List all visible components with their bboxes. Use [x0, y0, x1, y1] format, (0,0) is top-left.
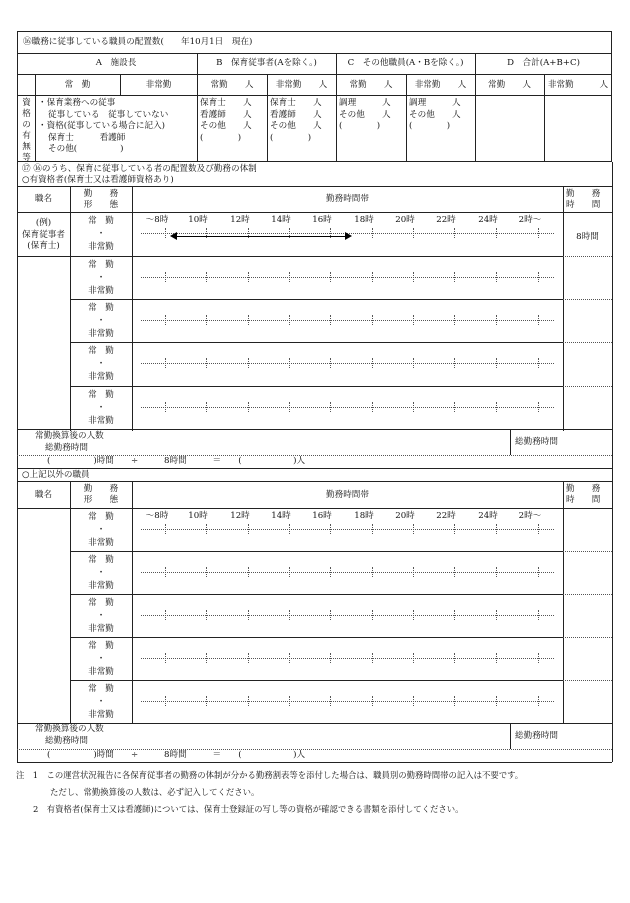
timeline-tick — [538, 567, 539, 577]
timeline-tick — [538, 402, 539, 412]
timeline-tick — [330, 653, 331, 663]
hour-label: 20時 — [395, 511, 415, 521]
hour-label: 24時 — [478, 511, 498, 521]
timeline-tick — [330, 272, 331, 282]
timeline-tick — [165, 610, 166, 620]
timeline-baseline — [141, 615, 554, 616]
job-title-header-2: 職名 — [34, 490, 53, 500]
timeline-baseline — [141, 572, 554, 573]
timeline-tick — [289, 610, 290, 620]
director-qualification: ・保育業務への従事 従事している 従事していない ・資格(従事している場合に記入) 保育士 看護師 その他( ) — [38, 98, 169, 154]
timeline-tick — [165, 228, 166, 238]
total-hours-cell-2: 総勤務時間 — [515, 731, 558, 741]
timeline-tick — [413, 524, 414, 534]
timeline-tick — [206, 696, 207, 706]
timeline-baseline — [141, 363, 554, 364]
note-2: 2 有資格者(保育士又は看護師)については、保育士登録証の写し等の資格が確認できる書類を添付してください。 — [33, 804, 464, 814]
timeline-tick — [413, 228, 414, 238]
hour-label: ～8時 — [145, 511, 169, 521]
hour-label: 10時 — [188, 215, 208, 225]
timeline-tick — [454, 272, 455, 282]
timeline-tick — [372, 610, 373, 620]
timeline-tick — [248, 524, 249, 534]
hour-label: 22時 — [436, 215, 456, 225]
timeline-tick — [496, 272, 497, 282]
timeline-tick — [330, 402, 331, 412]
qualification-side-label: 資 格 の 有 無 等 — [22, 98, 31, 163]
timeline-tick — [165, 272, 166, 282]
timeline-tick — [330, 315, 331, 325]
total-hours-label-1: 総勤務時間 — [45, 443, 88, 453]
timeline-tick — [496, 653, 497, 663]
work-type-label: 常 勤 ・ 非常勤 — [88, 390, 114, 426]
timeline-tick — [454, 402, 455, 412]
timeline-tick — [289, 653, 290, 663]
total-hours-cell-1: 総勤務時間 — [515, 437, 558, 447]
timeline-tick — [206, 358, 207, 368]
timeline-baseline — [141, 658, 554, 659]
example-work-hours: 8時間 — [576, 232, 599, 242]
timeline-tick — [165, 653, 166, 663]
timeline-tick — [206, 610, 207, 620]
timeline-tick — [289, 358, 290, 368]
timeline-tick — [538, 524, 539, 534]
timeline-tick — [454, 653, 455, 663]
timeline-tick — [496, 567, 497, 577]
hour-label: 22時 — [436, 511, 456, 521]
timeline-tick — [165, 524, 166, 534]
timeline-tick — [206, 653, 207, 663]
col-d-header: D 合計(A+B+C) — [507, 58, 580, 68]
b-hijoukin-breakdown: 保育士 人 看護師 人 その他 人 ( ) — [270, 98, 322, 143]
c-hijoukin: 非常勤 人 — [414, 80, 467, 90]
hour-label: 18時 — [354, 511, 374, 521]
hour-label: 14時 — [271, 511, 291, 521]
timeline-tick — [538, 272, 539, 282]
timeline-tick — [330, 524, 331, 534]
timeline-tick — [289, 402, 290, 412]
timeline-tick — [206, 315, 207, 325]
timeline-tick — [289, 696, 290, 706]
b-joukin: 常勤 人 — [210, 80, 254, 90]
time-band-header: 勤務時間帯 — [326, 194, 369, 204]
timeline-tick — [165, 696, 166, 706]
timeline-tick — [248, 272, 249, 282]
work-type-label: 常 勤 ・ 非常勤 — [88, 303, 114, 339]
timeline-tick — [538, 610, 539, 620]
timeline-tick — [289, 524, 290, 534]
timeline-tick — [330, 358, 331, 368]
hour-label: 12時 — [230, 511, 250, 521]
timeline-tick — [454, 524, 455, 534]
example-job-title: (例) 保育従事者 (保育士) — [22, 218, 65, 251]
work-type-label: 常 勤 ・ 非常勤 — [88, 512, 114, 548]
timeline-baseline — [141, 701, 554, 702]
example-shift-arrow — [176, 236, 346, 237]
hour-label: 2時～ — [518, 215, 542, 225]
note-1: 注 1 この運営状況報告に各保育従事者の勤務の体制が分かる勤務割表等を添付した場合は、職員別の勤務時間帯の記入は不要です。 — [16, 770, 524, 780]
hour-label: ～8時 — [145, 215, 169, 225]
fte-formula-1: ( )時間 ÷ 8時間 ＝ ( )人 — [47, 456, 306, 466]
timeline-tick — [496, 315, 497, 325]
timeline-tick — [206, 567, 207, 577]
timeline-tick — [372, 228, 373, 238]
timeline-tick — [538, 653, 539, 663]
timeline-tick — [496, 402, 497, 412]
hour-label: 16時 — [312, 511, 332, 521]
timeline-tick — [330, 696, 331, 706]
a-hijoukin: 非常勤 — [145, 80, 172, 90]
timeline-tick — [206, 272, 207, 282]
timeline-tick — [496, 358, 497, 368]
timeline-baseline — [141, 277, 554, 278]
hour-label: 14時 — [271, 215, 291, 225]
timeline-tick — [289, 272, 290, 282]
work-type-label: 常 勤 ・ 非常勤 — [88, 555, 114, 591]
note-1b: ただし、常勤換算後の人数は、必ず記入してください。 — [50, 787, 260, 797]
timeline-tick — [454, 567, 455, 577]
work-type-label: 常 勤 ・ 非常勤 — [88, 598, 114, 634]
timeline-tick — [413, 315, 414, 325]
timeline-tick — [413, 610, 414, 620]
a-joukin: 常 勤 — [64, 80, 91, 90]
timeline-tick — [372, 358, 373, 368]
work-type-label: 常 勤 ・ 非常勤 — [88, 346, 114, 382]
hour-label: 18時 — [354, 215, 374, 225]
timeline-baseline — [141, 529, 554, 530]
timeline-tick — [496, 524, 497, 534]
timeline-tick — [372, 272, 373, 282]
time-band-header-2: 勤務時間帯 — [326, 490, 369, 500]
timeline-tick — [413, 567, 414, 577]
timeline-tick — [330, 610, 331, 620]
arrow-left-head-icon — [170, 232, 177, 240]
timeline-tick — [538, 696, 539, 706]
total-hours-label-2: 総勤務時間 — [45, 736, 88, 746]
timeline-tick — [372, 653, 373, 663]
timeline-tick — [289, 567, 290, 577]
timeline-tick — [165, 315, 166, 325]
timeline-tick — [454, 228, 455, 238]
work-hours-header-2: 勤 務 時 間 — [566, 484, 601, 505]
work-type-header: 勤 務 形 態 — [83, 189, 119, 210]
c-joukin-breakdown: 調理 人 その他 人 ( ) — [339, 98, 391, 131]
hour-label: 16時 — [312, 215, 332, 225]
timeline-tick — [413, 653, 414, 663]
timeline-tick — [165, 358, 166, 368]
hour-label: 24時 — [478, 215, 498, 225]
work-type-label: 常 勤 ・ 非常勤 — [88, 641, 114, 677]
work-type-label: 常 勤 ・ 非常勤 — [88, 260, 114, 296]
timeline-tick — [496, 228, 497, 238]
fte-label-1: 常勤換算後の人数 — [35, 431, 104, 441]
qualified-subheading: ○有資格者(保育士又は看護師資格あり) — [22, 175, 174, 185]
timeline-tick — [248, 358, 249, 368]
hour-label: 10時 — [188, 511, 208, 521]
timeline-tick — [413, 272, 414, 282]
timeline-tick — [454, 610, 455, 620]
section17-title: ⑰ ⑯のうち、保育に従事している者の配置数及び勤務の体制 — [22, 164, 257, 174]
timeline-tick — [538, 228, 539, 238]
timeline-baseline — [141, 407, 554, 408]
hour-label: 2時～ — [518, 511, 542, 521]
timeline-tick — [165, 402, 166, 412]
col-c-header: C その他職員(A・Bを除く。) — [347, 58, 464, 68]
timeline-tick — [372, 402, 373, 412]
timeline-tick — [372, 567, 373, 577]
timeline-baseline — [141, 320, 554, 321]
timeline-tick — [413, 402, 414, 412]
fte-formula-2: ( )時間 ÷ 8時間 ＝ ( )人 — [47, 750, 306, 760]
timeline-tick — [372, 524, 373, 534]
timeline-tick — [496, 610, 497, 620]
work-type-label: 常 勤 ・ 非常勤 — [88, 216, 114, 252]
work-type-header-2: 勤 務 形 態 — [83, 484, 119, 505]
timeline-tick — [289, 315, 290, 325]
section16-title: ⑯職務に従事している職員の配置数( 年10月1日 現在) — [23, 37, 253, 47]
timeline-tick — [496, 696, 497, 706]
timeline-tick — [330, 567, 331, 577]
fte-label-2: 常勤換算後の人数 — [35, 724, 104, 734]
timeline-tick — [454, 358, 455, 368]
arrow-right-head-icon — [345, 232, 352, 240]
other-staff-subheading: ○上記以外の職員 — [22, 470, 90, 480]
b-hijoukin: 非常勤 人 — [275, 80, 328, 90]
c-hijoukin-breakdown: 調理 人 その他 人 ( ) — [409, 98, 461, 131]
col-a-header: A 施設長 — [95, 58, 137, 68]
work-type-label: 常 勤 ・ 非常勤 — [88, 684, 114, 720]
timeline-tick — [248, 402, 249, 412]
timeline-tick — [538, 358, 539, 368]
c-joukin: 常勤 人 — [349, 80, 393, 90]
timeline-tick — [165, 567, 166, 577]
timeline-tick — [248, 653, 249, 663]
timeline-tick — [538, 315, 539, 325]
d-joukin: 常勤 人 — [488, 80, 531, 90]
timeline-tick — [372, 696, 373, 706]
timeline-tick — [454, 696, 455, 706]
timeline-tick — [413, 358, 414, 368]
timeline-tick — [372, 315, 373, 325]
work-hours-header: 勤 務 時 間 — [566, 189, 601, 210]
timeline-tick — [454, 315, 455, 325]
timeline-tick — [248, 610, 249, 620]
timeline-tick — [248, 567, 249, 577]
timeline-tick — [206, 524, 207, 534]
b-joukin-breakdown: 保育士 人 看護師 人 その他 人 ( ) — [200, 98, 252, 143]
d-hijoukin: 非常勤 人 — [547, 80, 609, 90]
job-title-header: 職名 — [34, 194, 53, 204]
col-b-header: B 保育従事者(Aを除く。) — [216, 58, 317, 68]
hour-label: 12時 — [230, 215, 250, 225]
timeline-tick — [248, 696, 249, 706]
timeline-tick — [206, 402, 207, 412]
hour-label: 20時 — [395, 215, 415, 225]
timeline-tick — [413, 696, 414, 706]
timeline-tick — [248, 315, 249, 325]
